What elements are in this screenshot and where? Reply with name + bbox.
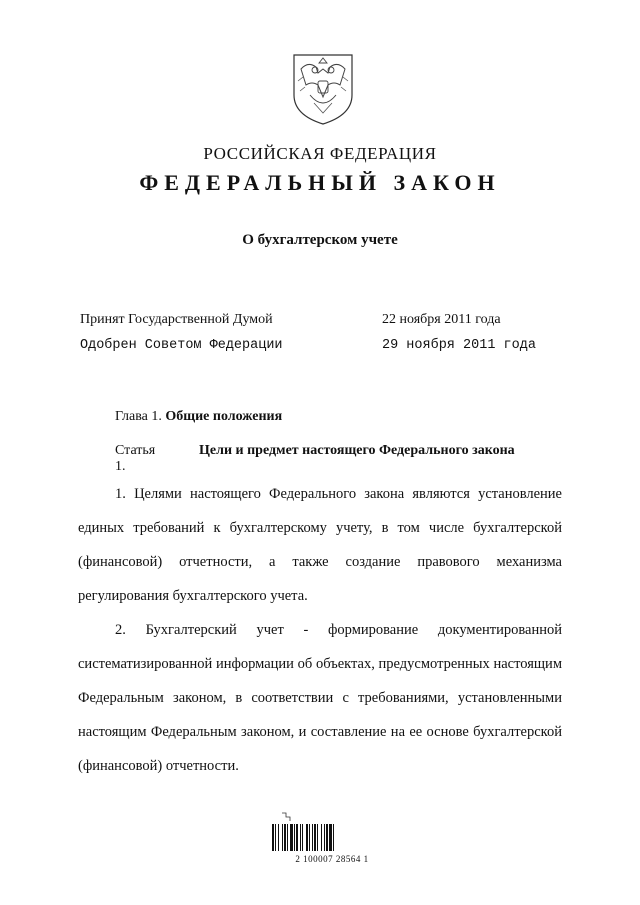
paragraph: 2. Бухгалтерский учет - формирование документированной систематизированной информации об объектах, предусмотренных настоящим Федеральным законом, в соответствии с требованиями, установленными настоящим Федеральным законом, и составление на ее основе бухгалтерской (финансовой) отчетности. — [78, 622, 562, 774]
chapter-heading — [115, 409, 282, 425]
article-title: Цели и предмет настоящего Федерального закона — [199, 443, 515, 458]
adoption-date: 29 ноября 2011 года — [382, 338, 536, 353]
document-title: О бухгалтерском учете — [242, 232, 398, 248]
adoption-label: Одобрен Советом Федерации — [80, 338, 283, 353]
coat-of-arms-icon — [288, 51, 358, 127]
article-number: Статья 1. — [115, 443, 156, 474]
chapter-title: Общие положения — [165, 409, 283, 424]
barcode-icon — [270, 812, 370, 852]
adoption-date: 22 ноября 2011 года — [382, 312, 501, 327]
chapter-prefix: Глава 1. — [115, 409, 162, 424]
adoption-label: Принят Государственной Думой — [80, 312, 273, 327]
barcode-caption: 2 100007 28564 1 — [295, 854, 369, 864]
document-type: ФЕДЕРАЛЬНЫЙ ЗАКОН — [139, 170, 501, 195]
country-name: РОССИЙСКАЯ ФЕДЕРАЦИЯ — [203, 144, 437, 163]
paragraph: 1. Целями настоящего Федерального закона являются установление единых требований к бухгалтерскому учету, в том числе бухгалтерской (финансовой) отчетности, а также создание правового механизма регулирования бухгалтерского учета. — [78, 486, 562, 604]
